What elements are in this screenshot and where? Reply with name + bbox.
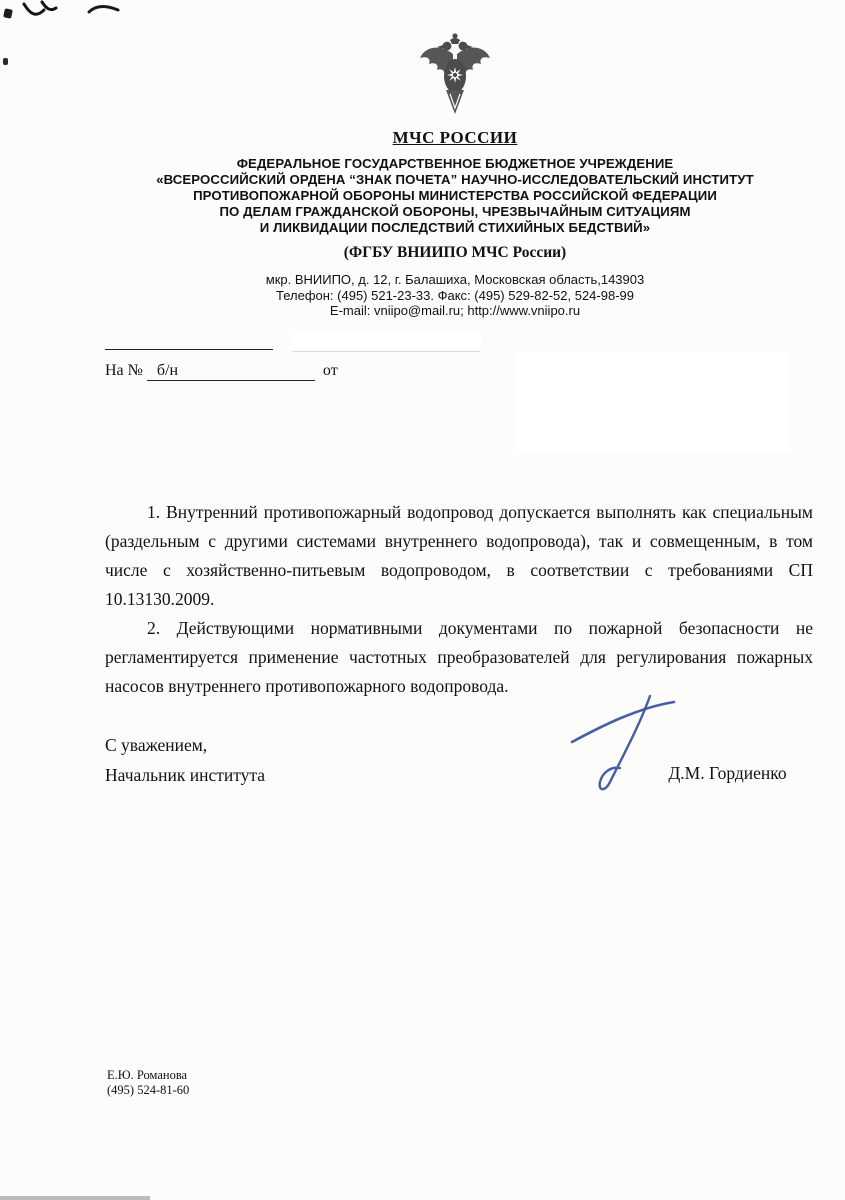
org-line: ПО ДЕЛАМ ГРАЖДАНСКОЙ ОБОРОНЫ, ЧРЕЗВЫЧАЙНЫМ СИТУАЦИЯМ bbox=[219, 204, 691, 219]
closing-phrase: С уважением, bbox=[105, 735, 208, 755]
reference-number: б/н bbox=[147, 362, 315, 381]
outgoing-number-blank-line bbox=[105, 349, 273, 350]
org-email-line: E-mail: vniipo@mail.ru; http://www.vniipo.ru bbox=[329, 303, 581, 318]
letterhead bbox=[70, 30, 840, 319]
executor-phone: (495) 524-81-60 bbox=[107, 1083, 190, 1097]
emblem-wrap bbox=[70, 30, 840, 122]
body-paragraph: 2. Действующими нормативными документами по пожарной безопасности не регламентируется применение частотных преобразователей для регулирования пожарных насосов внутреннего противопожарного водопровода. bbox=[105, 618, 813, 696]
org-address-line: мкр. ВНИИПО, д. 12, г. Балашиха, Московская область,143903 bbox=[265, 272, 645, 287]
reference-from-label: от bbox=[322, 362, 338, 379]
org-line: «ВСЕРОССИЙСКИЙ ОРДЕНА “ЗНАК ПОЧЕТА” НАУЧНО-ИССЛЕДОВАТЕЛЬСКИЙ ИНСТИТУТ bbox=[156, 172, 754, 187]
faint-scan-line bbox=[292, 351, 480, 352]
org-line: ФЕДЕРАЛЬНОЕ ГОСУДАРСТВЕННОЕ БЮДЖЕТНОЕ УЧРЕЖДЕНИЕ bbox=[236, 156, 674, 171]
signer-title: Начальник института bbox=[105, 765, 266, 785]
body-paragraph: 1. Внутренний противопожарный водопровод допускается выполнять как специальным (раздельным с другими системами внутреннего водопровода), так и совмещенным, в том числе с хозяйственно-питьевым водопроводом, в соответствии с требованиями СП 10.13130.2009. bbox=[105, 502, 813, 609]
signer-name: Д.М. Гордиенко bbox=[668, 763, 787, 783]
handwritten-signature-icon bbox=[558, 692, 688, 802]
scan-artifact bbox=[86, 2, 126, 20]
org-full-name bbox=[70, 156, 840, 236]
mchs-eagle-emblem-icon bbox=[415, 30, 495, 122]
letter-body bbox=[105, 498, 813, 701]
executor-block bbox=[107, 1068, 189, 1098]
scan-artifact bbox=[3, 58, 8, 65]
org-phone-line: Телефон: (495) 521-23-33. Факс: (495) 529-82-52, 524-98-99 bbox=[276, 287, 634, 303]
executor-name: Е.Ю. Романова bbox=[107, 1068, 188, 1082]
org-contacts bbox=[70, 272, 840, 319]
org-line: ПРОТИВОПОЖАРНОЙ ОБОРОНЫ МИНИСТЕРСТВА РОССИЙСКОЙ ФЕДЕРАЦИИ bbox=[193, 188, 717, 203]
org-line: И ЛИКВИДАЦИИ ПОСЛЕДСТВИЙ СТИХИЙНЫХ БЕДСТВИЙ» bbox=[259, 220, 651, 235]
scan-artifact bbox=[0, 1196, 150, 1200]
incoming-reference-row bbox=[105, 362, 338, 381]
whiteout-patch bbox=[515, 352, 790, 452]
whiteout-patch bbox=[290, 330, 482, 350]
org-name-top: МЧС РОССИИ bbox=[392, 128, 518, 147]
org-short-name: (ФГБУ ВНИИПО МЧС России) bbox=[343, 244, 567, 261]
scan-artifact bbox=[20, 0, 80, 24]
reference-label: На № bbox=[105, 362, 143, 379]
scan-artifact bbox=[3, 8, 13, 18]
